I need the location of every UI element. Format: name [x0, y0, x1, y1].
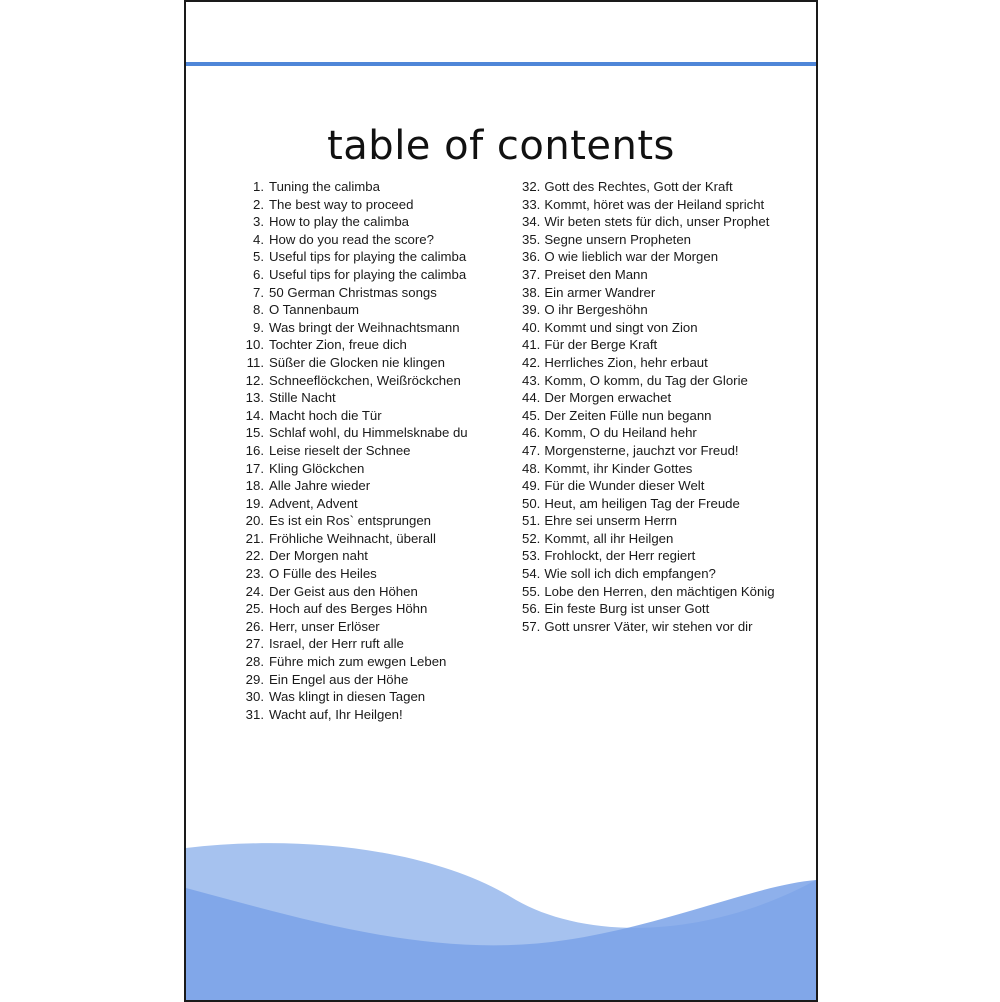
toc-entry	[240, 319, 510, 337]
toc-entry-title: Der Zeiten Fülle nun begann	[544, 407, 712, 423]
toc-entry-title: Leise rieselt der Schnee	[269, 442, 411, 458]
toc-entry-number: 38.	[522, 284, 541, 300]
toc-entry-number: 55.	[522, 583, 541, 599]
toc-entry-number: 30.	[245, 689, 264, 705]
toc-entry	[522, 442, 792, 460]
toc-entry-title: Komm, O du Heiland hehr	[544, 425, 697, 441]
toc-entry-number: 12.	[245, 372, 264, 388]
toc-entry-title: Herrliches Zion, hehr erbaut	[544, 354, 708, 370]
toc-entry-title: Kommt, höret was der Heiland spricht	[544, 196, 765, 212]
toc-entry-number: 26.	[245, 618, 264, 634]
toc-entry	[522, 424, 792, 442]
toc-entry	[522, 336, 792, 354]
toc-entry-title: Frohlockt, der Herr regiert	[544, 548, 696, 564]
toc-entry-title: How do you read the score?	[269, 231, 434, 247]
toc-entry-number: 18.	[245, 478, 264, 494]
toc-entry	[522, 477, 792, 495]
toc-entry-number: 57.	[522, 618, 541, 634]
toc-entry-number: 16.	[245, 442, 264, 458]
toc-entry-number: 21.	[245, 530, 264, 546]
toc-entry-title: O ihr Bergeshöhn	[544, 302, 648, 318]
toc-entry-number: 43.	[522, 372, 541, 388]
toc-entry-number: 47.	[522, 442, 541, 458]
toc-entry-title: Useful tips for playing the calimba	[269, 266, 467, 282]
toc-entry	[240, 635, 510, 653]
toc-entry-title: Kommt, ihr Kinder Gottes	[544, 460, 693, 476]
toc-entry-number: 15.	[245, 425, 264, 441]
toc-entry-title: Schlaf wohl, du Himmelsknabe du	[269, 425, 468, 441]
toc-entry-title: Lobe den Herren, den mächtigen König	[544, 583, 775, 599]
toc-entry	[522, 178, 792, 196]
toc-entry-number: 37.	[522, 266, 541, 282]
toc-right-column	[522, 178, 792, 635]
toc-entry-title: Wir beten stets für dich, unser Prophet	[544, 214, 770, 230]
toc-entry	[522, 407, 792, 425]
toc-entry-number: 40.	[522, 319, 541, 335]
toc-entry	[240, 424, 510, 442]
toc-entry-number: 44.	[522, 390, 541, 406]
toc-entry	[240, 671, 510, 689]
toc-entry-title: Gott unsrer Väter, wir stehen vor dir	[544, 618, 753, 634]
toc-entry-title: Israel, der Herr ruft alle	[269, 636, 404, 652]
toc-entry	[522, 618, 792, 636]
toc-left-column	[240, 178, 510, 723]
toc-entry-title: Ein armer Wandrer	[544, 284, 656, 300]
toc-entry-number: 19.	[245, 495, 264, 511]
toc-entry-number: 9.	[253, 319, 264, 335]
toc-entry	[522, 583, 792, 601]
toc-entry-title: Kommt, all ihr Heilgen	[544, 530, 674, 546]
toc-entry-title: Es ist ein Ros` entsprungen	[269, 513, 431, 529]
toc-entry-title: Segne unsern Propheten	[544, 231, 691, 247]
toc-entry	[522, 319, 792, 337]
toc-entry	[240, 407, 510, 425]
toc-entry	[240, 688, 510, 706]
toc-entry	[522, 354, 792, 372]
toc-entry	[522, 460, 792, 478]
toc-entry	[240, 196, 510, 214]
toc-entry	[240, 460, 510, 478]
toc-entry	[240, 618, 510, 636]
toc-entry-number: 52.	[522, 530, 541, 546]
toc-entry-title: Alle Jahre wieder	[269, 478, 371, 494]
toc-entry	[240, 530, 510, 548]
toc-entry-number: 54.	[522, 566, 541, 582]
toc-entry-number: 56.	[522, 601, 541, 617]
toc-entry	[522, 512, 792, 530]
toc-entry-number: 27.	[245, 636, 264, 652]
toc-entry	[240, 266, 510, 284]
toc-entry	[522, 530, 792, 548]
toc-entry-title: Der Morgen erwachet	[544, 390, 672, 406]
toc-entry-title: Fröhliche Weihnacht, überall	[269, 530, 436, 546]
toc-entry-number: 14.	[245, 407, 264, 423]
toc-entry-number: 7.	[253, 284, 264, 300]
toc-entry-number: 13.	[245, 390, 264, 406]
toc-entry-title: O Fülle des Heiles	[269, 566, 377, 582]
toc-entry	[240, 336, 510, 354]
toc-entry	[522, 196, 792, 214]
toc-entry-title: Tuning the calimba	[269, 179, 380, 194]
toc-entry-number: 32.	[522, 179, 541, 194]
toc-entry-number: 1.	[253, 179, 264, 194]
toc-entry-title: Was klingt in diesen Tagen	[269, 689, 426, 705]
toc-entry-number: 31.	[245, 706, 264, 722]
toc-entry-title: Kling Glöckchen	[269, 460, 365, 476]
toc-entry-title: The best way to proceed	[269, 196, 414, 212]
toc-entry	[522, 266, 792, 284]
toc-entry-number: 10.	[245, 337, 264, 353]
toc-entry-number: 29.	[245, 671, 264, 687]
toc-entry-number: 3.	[253, 214, 264, 230]
toc-entry	[522, 248, 792, 266]
toc-entry	[240, 354, 510, 372]
toc-entry-number: 41.	[522, 337, 541, 353]
toc-entry-number: 8.	[253, 302, 264, 318]
toc-entry-number: 34.	[522, 214, 541, 230]
toc-entry-title: Für der Berge Kraft	[544, 337, 658, 353]
toc-entry-title: Kommt und singt von Zion	[544, 319, 698, 335]
toc-entry-title: Hoch auf des Berges Höhn	[269, 601, 428, 617]
toc-entry-number: 53.	[522, 548, 541, 564]
toc-entry	[240, 178, 510, 196]
toc-entry-number: 49.	[522, 478, 541, 494]
toc-entry	[522, 565, 792, 583]
toc-entry-title: Gott des Rechtes, Gott der Kraft	[544, 179, 733, 194]
toc-entry-title: Heut, am heiligen Tag der Freude	[544, 495, 740, 511]
toc-entry	[240, 565, 510, 583]
toc-entry-number: 36.	[522, 249, 541, 265]
toc-entry-title: Tochter Zion, freue dich	[269, 337, 407, 353]
toc-entry	[240, 231, 510, 249]
toc-entry-number: 25.	[245, 601, 264, 617]
toc-entry	[240, 547, 510, 565]
toc-entry	[240, 301, 510, 319]
toc-entry-number: 11.	[246, 354, 264, 370]
toc-entry	[522, 213, 792, 231]
toc-entry	[240, 653, 510, 671]
toc-entry-title: Stille Nacht	[269, 390, 336, 406]
toc-entry-number: 45.	[522, 407, 541, 423]
toc-entry	[240, 512, 510, 530]
toc-entry-number: 35.	[522, 231, 541, 247]
toc-entry-title: Preiset den Mann	[544, 266, 648, 282]
toc-entry-title: Morgensterne, jauchzt vor Freud!	[544, 442, 739, 458]
toc-entry-number: 4.	[253, 231, 264, 247]
toc-entry	[240, 213, 510, 231]
toc-entry-title: Schneeflöckchen, Weißröckchen	[269, 372, 461, 388]
toc-entry-title: O Tannenbaum	[269, 302, 359, 318]
toc-entry	[240, 706, 510, 724]
toc-entry-title: Wacht auf, Ihr Heilgen!	[269, 706, 403, 722]
page-title: table of contents	[327, 122, 675, 169]
toc-entry	[240, 442, 510, 460]
toc-entry-title: Führe mich zum ewgen Leben	[269, 654, 447, 670]
header-rule	[186, 62, 816, 66]
toc-entry-number: 2.	[253, 196, 264, 212]
toc-entry	[240, 477, 510, 495]
toc-entry	[240, 389, 510, 407]
toc-entry-title: Was bringt der Weihnachtsmann	[269, 319, 460, 335]
toc-entry-title: Ein Engel aus der Höhe	[269, 671, 409, 687]
toc-entry-number: 17.	[245, 460, 264, 476]
toc-entry-title: Macht hoch die Tür	[269, 407, 382, 423]
toc-entry	[522, 284, 792, 302]
toc-entry-number: 23.	[245, 566, 264, 582]
toc-entry-title: Komm, O komm, du Tag der Glorie	[544, 372, 748, 388]
toc-entry-title: Für die Wunder dieser Welt	[544, 478, 705, 494]
toc-entry-number: 20.	[245, 513, 264, 529]
toc-entry-title: Herr, unser Erlöser	[269, 618, 380, 634]
toc-entry-title: Useful tips for playing the calimba	[269, 249, 467, 265]
toc-entry-number: 51.	[522, 513, 541, 529]
toc-entry-number: 6.	[253, 266, 264, 282]
toc-entry	[240, 600, 510, 618]
toc-entry-title: Advent, Advent	[269, 495, 358, 511]
toc-entry-number: 33.	[522, 196, 541, 212]
toc-entry-number: 22.	[245, 548, 264, 564]
toc-entry-number: 42.	[522, 354, 541, 370]
toc-entry	[522, 547, 792, 565]
toc-entry-title: How to play the calimba	[269, 214, 410, 230]
toc-entry-title: Süßer die Glocken nie klingen	[269, 354, 445, 370]
toc-entry	[240, 583, 510, 601]
toc-entry	[522, 495, 792, 513]
toc-entry	[522, 389, 792, 407]
toc-entry	[240, 372, 510, 390]
toc-entry	[522, 600, 792, 618]
toc-entry	[240, 495, 510, 513]
toc-entry	[522, 372, 792, 390]
toc-entry	[240, 248, 510, 266]
toc-entry-number: 24.	[245, 583, 264, 599]
toc-entry-number: 28.	[245, 654, 264, 670]
toc-entry	[522, 231, 792, 249]
toc-entry-number: 48.	[522, 460, 541, 476]
toc-entry-title: Ehre sei unserm Herrn	[544, 513, 677, 529]
toc-entry-number: 39.	[522, 302, 541, 318]
toc-entry-title: Wie soll ich dich empfangen?	[544, 566, 716, 582]
toc-entry-title: Der Geist aus den Höhen	[269, 583, 418, 599]
toc-entry-number: 46.	[522, 425, 541, 441]
document-page	[184, 0, 818, 1002]
toc-entry-title: Der Morgen naht	[269, 548, 368, 564]
toc-entry-number: 5.	[253, 249, 264, 265]
toc-entry	[240, 284, 510, 302]
toc-entry-number: 50.	[522, 495, 541, 511]
toc-entry-title: 50 German Christmas songs	[269, 284, 437, 300]
toc-entry-title: Ein feste Burg ist unser Gott	[544, 601, 710, 617]
toc-entry	[522, 301, 792, 319]
footer-wave-decoration	[186, 840, 816, 1000]
toc-entry-title: O wie lieblich war der Morgen	[544, 249, 719, 265]
